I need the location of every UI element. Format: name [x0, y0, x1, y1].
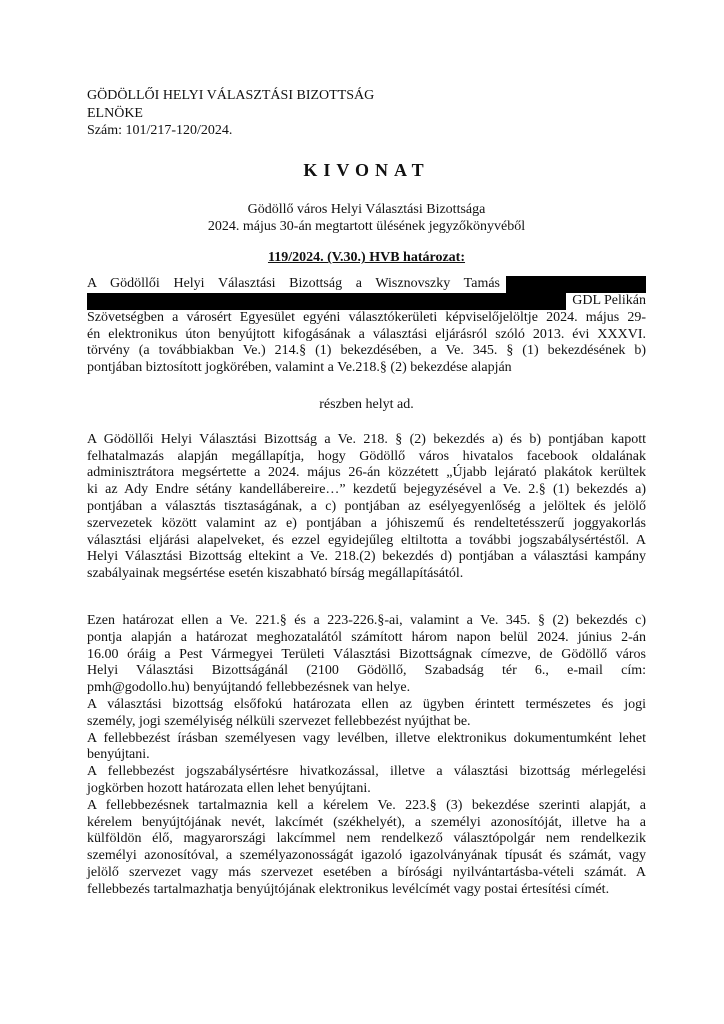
paragraph-line: GDL Pelikán [572, 292, 646, 308]
paragraph-line: jelölő szervezet vagy más szervezet esetében a bírósági nyilvántartásba-vételi számát. A [87, 864, 646, 880]
paragraph-line: Helyi Választási Bizottságánál (2100 Gödöllő, Szabadság tér 6., e-mail cím: [87, 663, 646, 679]
document-title: KIVONAT [303, 159, 430, 180]
paragraph-line: A Gödöllői Helyi Választási Bizottság a Ve. 218. § (2) bekezdés a) és b) pontjában kapott [87, 431, 646, 447]
subtitle-line: 2024. május 30-án megtartott ülésének jegyzőkönyvéből [207, 218, 526, 234]
authority-role: ELNÖKE [87, 106, 143, 121]
paragraph-line: Szövetségben a városért Egyesület egyéni választókerületi képviselőjelöltje 2024. május 29- [87, 309, 646, 325]
paragraph-line: benyújtani. [87, 747, 150, 763]
reference-number: Szám: 101/217-120/2024. [87, 123, 233, 138]
redaction-block [87, 293, 566, 310]
paragraph-line: pontjában biztosított jogkörében, valamint a Ve.218.§ (2) bekezdése alapján [87, 360, 512, 376]
paragraph-line: adminisztrátora megsértette a 2024. május 26-án közzétett „Újabb lejárató plakátok kerültek [87, 465, 646, 481]
decision-paragraph [87, 276, 646, 377]
paragraph-line: A Gödöllői Helyi Választási Bizottság a Wisznovszky Tamás [87, 276, 500, 292]
subtitle-line: Gödöllő város Helyi Választási Bizottsága [247, 201, 486, 217]
redaction-block [506, 276, 646, 293]
paragraph-line: jogkörben hozott határozata ellen lehet benyújtani. [87, 780, 371, 796]
paragraph-line: A fellebbezést jogszabálysértésre hivatkozással, illetve a választási bizottság mérlegelési [87, 764, 646, 780]
paragraph-line: pontjában a választás tisztaságának, a c) pontjában az esélyegyenlőség a jelöltek és jelölő [87, 498, 646, 514]
paragraph-line: szabályainak megsértése esetén kiszabható bírság megállapításától. [87, 566, 464, 582]
paragraph-line: kérelem benyújtójának nevét, lakcímét (székhelyét), a személyi azonosítóját, illetve ha a [87, 814, 646, 830]
paragraph-line: személy, jogi személyiség nélküli szervezet fellebbezést nyújthat be. [87, 713, 471, 729]
paragraph-line: felhatalmazás alapján megállapítja, hogy Gödöllő város hivatalos facebook oldalának [87, 448, 646, 464]
findings-paragraph [87, 432, 646, 583]
paragraph-line: én elektronikus úton benyújtott kifogásának a választási eljárásról szóló 2013. évi XXXVI. [87, 326, 646, 342]
paragraph-line: A fellebbezésnek tartalmaznia kell a kérelem Ve. 223.§ (3) bekezdése szerinti alapját, a [87, 797, 646, 813]
ruling: részben helyt ad. [319, 396, 414, 412]
paragraph-line: A fellebbezést írásban személyesen vagy levélben, illetve elektronikus dokumentumként lehet [87, 730, 646, 746]
paragraph-line: Helyi Választási Bizottság eltekint a Ve. 218.(2) bekezdés d) pontjában a választási kampány [87, 549, 646, 565]
paragraph-line: pmh@godollo.hu) benyújtandó fellebbezésnek van helye. [87, 680, 411, 696]
appeal-information [87, 613, 646, 899]
paragraph-line: 16.00 óráig a Pest Vármegyei Területi Választási Bizottságnak címezve, de Gödöllő város [87, 646, 646, 662]
document-subtitle [87, 202, 646, 236]
paragraph-line: személyi azonosítóval, a személyazonosságát igazoló igazolványának típusát és számát, vagy [87, 848, 646, 864]
paragraph-line: törvény (a továbbiakban Ve.) 214.§ (1) bekezdésében, a Ve. 345. § (1) bekezdésének b) [87, 343, 646, 359]
paragraph-line: külföldön élő, magyarországi lakcímmel nem rendelkező választópolgár nem rendelkezik [87, 831, 646, 847]
paragraph-line: Ezen határozat ellen a Ve. 221.§ és a 223-226.§-ai, valamint a Ve. 345. § (2) bekezdés c) [87, 612, 646, 628]
decision-number: 119/2024. (V.30.) HVB határozat: [267, 250, 466, 266]
paragraph-line: ki az Ady Endre sétány kandellábereire…” kezdetű bejegyzésével a Ve. 2.§ (1) bekezdés a) [87, 482, 646, 498]
paragraph-line: választási eljárási alapelveket, és ezzel egyidejűleg eltiltotta a további jogszabálysértéstől. A [87, 532, 646, 548]
document-header [87, 86, 646, 140]
paragraph-line: fellebbezés tartalmazhatja benyújtójának elektronikus levélcímét vagy postai értesítési címét. [87, 881, 610, 897]
paragraph-line: pontja alapján a határozat meghozatalától számított három napon belül 2024. június 2-án [87, 629, 646, 645]
authority-name: GÖDÖLLŐI HELYI VÁLASZTÁSI BIZOTTSÁG [87, 88, 375, 103]
paragraph-line: A választási bizottság elsőfokú határozata ellen az ügyben érintett természetes és jogi [87, 696, 646, 712]
paragraph-line: szervezetek között valamint az e) pontjában a jóhiszemű és rendeltetésszerű joggyakorlás [87, 515, 646, 531]
